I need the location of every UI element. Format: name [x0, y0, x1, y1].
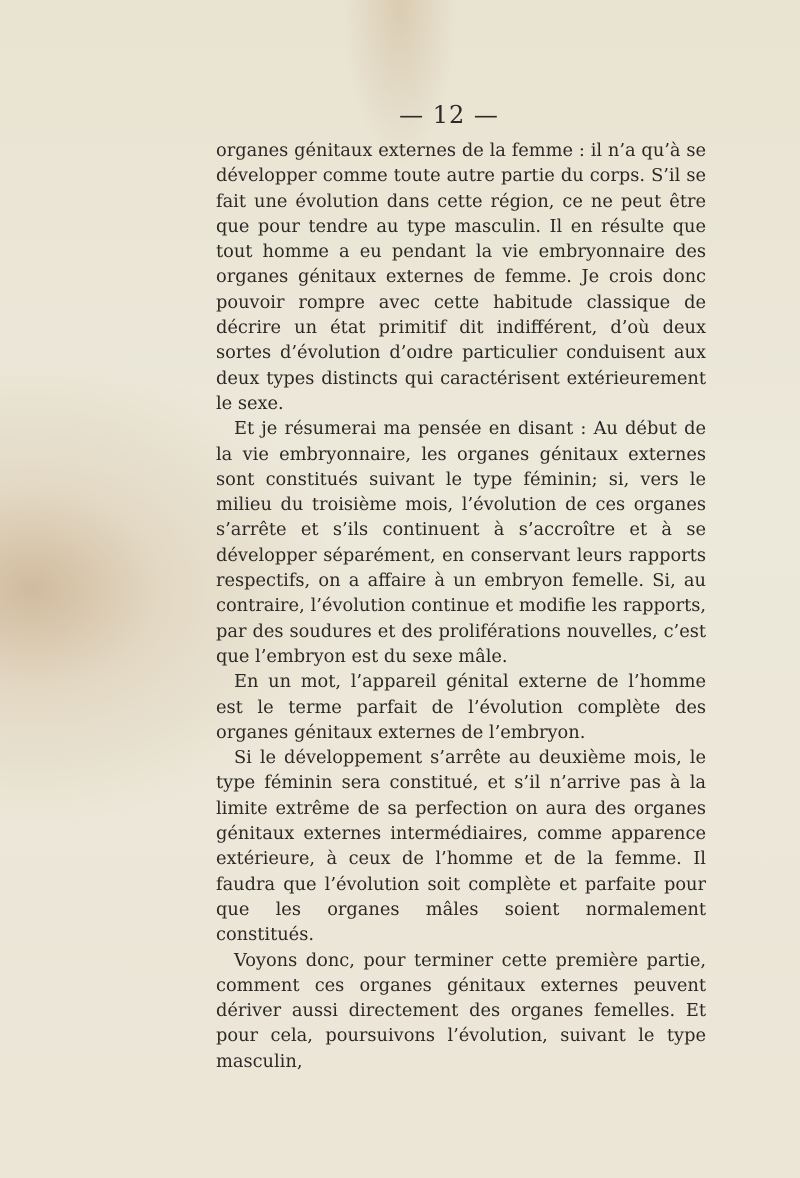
- paragraph-5: Voyons donc, pour terminer cette première partie, comment ces organes génitaux externes peuvent dériver aussi directement des organes femelles. Et pour cela, poursuivons l’évolution, suivant le type masculin,: [216, 949, 706, 1072]
- paragraph-2: Et je résumerai ma pensée en disant : Au début de la vie embryonnaire, les organes génitaux externes sont constitués suivant le type féminin; si, vers le milieu du troisième mois, l’évolution de ces organes s’arrête et s’ils continuent à s’accroître et à se développer séparément, en conservant leurs rapports respectifs, on a affaire à un embryon femelle. Si, au contraire, l’évolution continue et modifie les rapports, par des soudures et des proliférations nouvelles, c’est que l’embryon est du sexe mâle.: [216, 418, 706, 667]
- page-text-block: [216, 100, 706, 1074]
- paragraph-1: organes génitaux externes de la femme : il n’a qu’à se développer comme toute autre partie du corps. S’il se fait une évolution dans cette région, ce ne peut être que pour tendre au type masculin. Il en résulte que tout homme a eu pendant la vie embryonnaire des organes génitaux externes de femme. Je crois donc pouvoir rompre avec cette habitude classique de décrire un état primitif dit indifférent, d’où deux sortes d’évolution d’oıdre particulier conduisent aux deux types distincts qui caractérisent extérieurement le sexe.: [216, 140, 706, 414]
- paragraph-3: En un mot, l’appareil génital externe de l’homme est le terme parfait de l’évolution complète des organes génitaux externes de l’embryon.: [216, 671, 706, 743]
- page-number: — 12 —: [399, 101, 499, 129]
- paragraph-4: Si le développement s’arrête au deuxième mois, le type féminin sera constitué, et s’il n’arrive pas à la limite extrême de sa perfection on aura des organes génitaux externes intermédiaires, comme apparence extérieure, à ceux de l’homme et de la femme. Il faudra que l’évolution soit complète et parfaite pour que les organes mâles soient normalement constitués.: [216, 747, 706, 946]
